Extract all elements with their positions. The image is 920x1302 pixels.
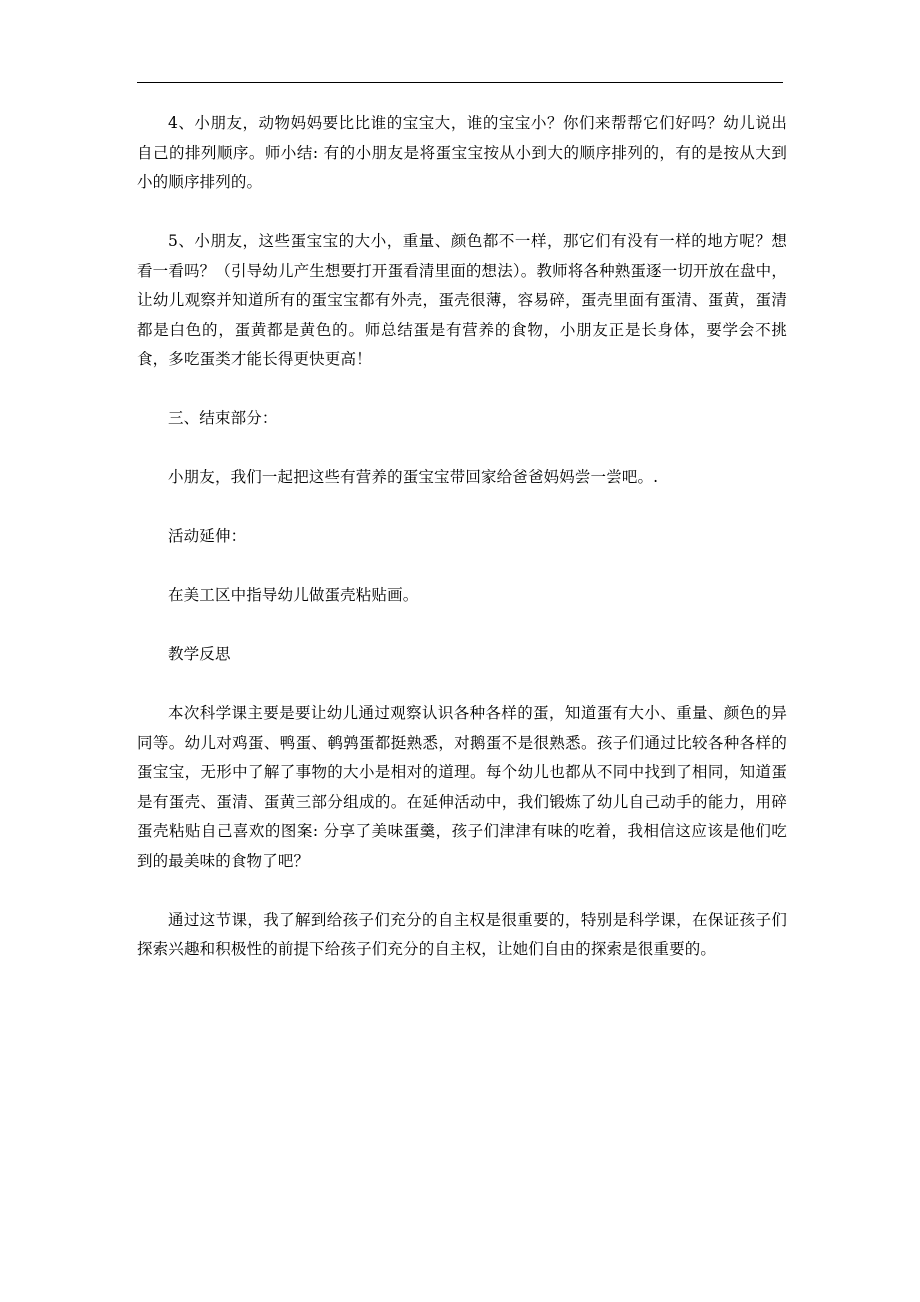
- section-heading-conclusion: 三、结束部分：: [168, 409, 278, 427]
- paragraph-conclusion: 小朋友，我们一起把这些有营养的蛋宝宝带回家给爸爸妈妈尝一尝吧。.: [168, 468, 659, 486]
- section-heading-extension: 活动延伸：: [168, 527, 247, 545]
- paragraph-reflection-1: 本次科学课主要是要让幼儿通过观察认识各种各样的蛋，知道蛋有大小、重量、颜色的异同等。幼儿对鸡蛋、鸭蛋、鹌鹑蛋都挺熟悉，对鹅蛋不是很熟悉。孩子们通过比较各种各样的蛋宝宝，无形中了解了事物的大小是相对的道理。每个幼儿也都从不同中找到了相同，知道蛋是有蛋壳、蛋清、蛋黄三部分组成的。在延伸活动中，我们锻炼了幼儿自己动手的能力，用碎蛋壳粘贴自己喜欢的图案: 分享了美味蛋羹，孩子们津津有味的吃着，我相信这应该是他们吃到的最美味的食物了吧？: [137, 704, 787, 870]
- paragraph-step-4: 4、小朋友，动物妈妈要比比谁的宝宝大，谁的宝宝小？你们来帮帮它们好吗？幼儿说出自己的排列顺序。师小结: 有的小朋友是将蛋宝宝按从小到大的顺序排列的，有的是按从大到小的顺序排列的。: [137, 114, 787, 191]
- paragraph-extension: 在美工区中指导幼儿做蛋壳粘贴画。: [168, 586, 419, 604]
- paragraph-step-5: 5、小朋友，这些蛋宝宝的大小，重量、颜色都不一样，那它们有没有一样的地方呢？想看一看吗？（引导幼儿产生想要打开蛋看清里面的想法）。教师将各种熟蛋逐一切开放在盘中，让幼儿观察并知道所有的蛋宝宝都有外壳，蛋壳很薄，容易碎，蛋壳里面有蛋清、蛋黄，蛋清都是白色的，蛋黄都是黄色的。师总结蛋是有营养的食物，小朋友正是长身体，要学会不挑食，多吃蛋类才能长得更快更高！: [137, 232, 787, 368]
- paragraph-reflection-2: 通过这节课，我了解到给孩子们充分的自主权是很重要的，特别是科学课，在保证孩子们探索兴趣和积极性的前提下给孩子们充分的自主权，让她们自由的探索是很重要的。: [137, 910, 787, 958]
- header-rule: [137, 82, 783, 83]
- section-heading-reflection: 教学反思: [168, 645, 231, 663]
- document-body: [137, 109, 787, 965]
